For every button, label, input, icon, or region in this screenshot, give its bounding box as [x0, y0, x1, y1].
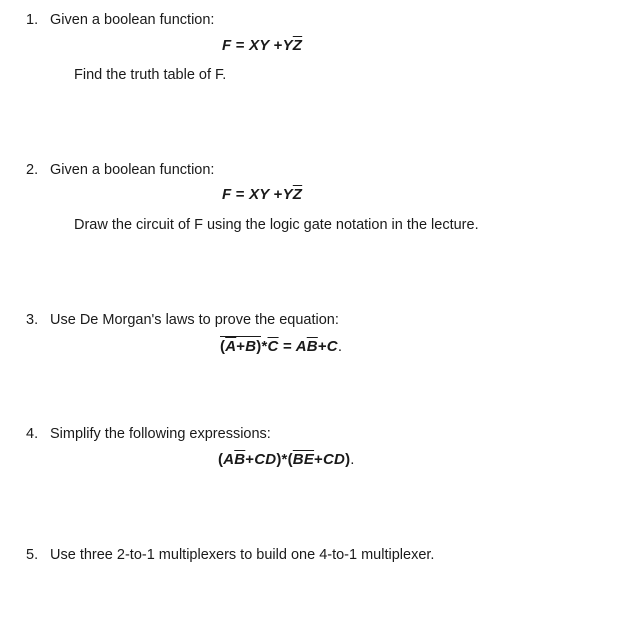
- question-3: [26, 312, 339, 328]
- formula-operator: +: [273, 37, 283, 54]
- formula-operator: +: [236, 338, 246, 355]
- formula-operator: =: [235, 37, 245, 54]
- question-number: 5.: [26, 547, 39, 563]
- formula-term-complement: $\overline{BE}$: [292, 451, 315, 468]
- formula-term-complement: $\overline{C}$: [267, 338, 279, 355]
- formula-end: .: [350, 451, 355, 468]
- question-1: [26, 12, 214, 28]
- formula-term: Y: [282, 37, 293, 54]
- formula-paren: ): [256, 338, 262, 355]
- formula-operator: +: [314, 451, 324, 468]
- formula-operator: *: [281, 451, 288, 468]
- formula-operator: *: [261, 338, 268, 355]
- question-5: [26, 547, 434, 563]
- question-number: 1.: [26, 12, 39, 28]
- question-4: [26, 426, 271, 442]
- formula-term: B: [245, 338, 257, 355]
- formula-term: CD: [323, 451, 346, 468]
- formula-paren: (: [218, 451, 224, 468]
- formula-overline-group: [220, 336, 261, 355]
- question-prompt: Given a boolean function:: [50, 12, 215, 28]
- formula-term: F: [222, 186, 232, 203]
- question-prompt: Use three 2-to-1 multiplexers to build one 4-to-1 multiplexer.: [50, 547, 435, 563]
- formula-operator: =: [235, 186, 245, 203]
- formula-end: .: [337, 338, 343, 355]
- formula-term: A: [223, 451, 235, 468]
- question-prompt: Use De Morgan's laws to prove the equation:: [50, 312, 339, 328]
- formula-term: F: [222, 37, 232, 54]
- formula-q4: [218, 451, 355, 468]
- formula-term: CD: [254, 451, 277, 468]
- formula-operator: +: [273, 186, 283, 203]
- question-instruction: Find the truth table of F.: [74, 67, 227, 83]
- formula-term: Y: [282, 186, 293, 203]
- formula-paren: ): [345, 451, 351, 468]
- formula-operator: +: [317, 338, 327, 355]
- formula-paren: (: [220, 338, 226, 355]
- formula-q2: [222, 186, 302, 203]
- formula-paren: (: [287, 451, 293, 468]
- formula-term-complement: $\overline{B}$: [234, 451, 246, 468]
- question-prompt: Simplify the following expressions:: [50, 426, 271, 442]
- formula-term: XY: [249, 37, 270, 54]
- formula-term-complement: $\overline{Z}$: [292, 37, 303, 54]
- formula-operator: +: [245, 451, 255, 468]
- formula-q1: [222, 37, 302, 54]
- formula-paren: ): [276, 451, 282, 468]
- question-prompt: Given a boolean function:: [50, 162, 215, 178]
- question-instruction: Draw the circuit of F using the logic gate notation in the lecture.: [74, 217, 479, 233]
- question-number: 2.: [26, 162, 39, 178]
- formula-term-complement: $\overline{B}$: [306, 338, 318, 355]
- formula-term: A: [295, 338, 307, 355]
- question-number: 4.: [26, 426, 39, 442]
- question-number: 3.: [26, 312, 39, 328]
- formula-term-complement: $\overline{Z}$: [292, 186, 303, 203]
- formula-term-complement: $\overline{A}$: [225, 338, 237, 355]
- formula-term: C: [326, 338, 338, 355]
- question-2: [26, 162, 214, 178]
- formula-q3: [220, 338, 342, 355]
- formula-term: XY: [249, 186, 270, 203]
- formula-operator: =: [282, 338, 292, 355]
